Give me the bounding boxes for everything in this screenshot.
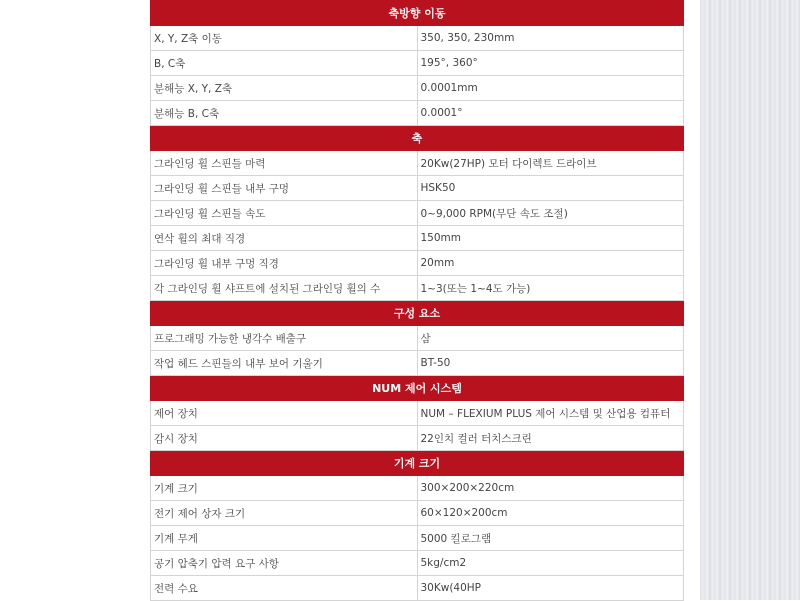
- row-value: 195°, 360°: [417, 51, 684, 76]
- section-title: 구성 요소: [151, 301, 684, 326]
- section-title: 기계 크기: [151, 451, 684, 476]
- table-row: [151, 51, 684, 76]
- row-value: 0.0001mm: [417, 76, 684, 101]
- row-label: 그라인딩 휠 스핀들 내부 구멍: [151, 176, 418, 201]
- row-label: 분해능 X, Y, Z축: [151, 76, 418, 101]
- section-title: NUM 제어 시스템: [151, 376, 684, 401]
- section-header: [151, 126, 684, 151]
- row-label: B, C축: [151, 51, 418, 76]
- row-label: 기계 무게: [151, 526, 418, 551]
- row-label: 프로그래밍 가능한 냉각수 배출구: [151, 326, 418, 351]
- row-label: 제어 장치: [151, 401, 418, 426]
- table-row: [151, 251, 684, 276]
- row-label: 연삭 휠의 최대 직경: [151, 226, 418, 251]
- row-value: 20mm: [417, 251, 684, 276]
- row-label: 그라인딩 휠 내부 구멍 직경: [151, 251, 418, 276]
- row-value: HSK50: [417, 176, 684, 201]
- row-value: 30Kw(40HP: [417, 576, 684, 601]
- row-label: 감시 장치: [151, 426, 418, 451]
- table-row: [151, 351, 684, 376]
- brushed-metal-background: [700, 0, 800, 600]
- section-header: [151, 451, 684, 476]
- table-row: [151, 326, 684, 351]
- row-value: 20Kw(27HP) 모터 다이렉트 드라이브: [417, 151, 684, 176]
- table-row: [151, 226, 684, 251]
- row-value: NUM – FLEXIUM PLUS 제어 시스템 및 산업용 컴퓨터: [417, 401, 684, 426]
- row-value: 22인치 컬러 터치스크린: [417, 426, 684, 451]
- table-row: [151, 76, 684, 101]
- row-label: 기계 크기: [151, 476, 418, 501]
- table-row: [151, 501, 684, 526]
- row-label: 각 그라인딩 휠 샤프트에 설치된 그라인딩 휠의 수: [151, 276, 418, 301]
- spec-table: [150, 0, 684, 601]
- section-header: [151, 301, 684, 326]
- row-label: 그라인딩 휠 스핀들 마력: [151, 151, 418, 176]
- row-value: 삼: [417, 326, 684, 351]
- table-row: [151, 551, 684, 576]
- table-row: [151, 26, 684, 51]
- table-row: [151, 151, 684, 176]
- row-label: X, Y, Z축 이동: [151, 26, 418, 51]
- section-title: 축: [151, 126, 684, 151]
- row-value: 60×120×200cm: [417, 501, 684, 526]
- table-row: [151, 401, 684, 426]
- row-value: 300×200×220cm: [417, 476, 684, 501]
- section-title: 축방향 이동: [151, 1, 684, 26]
- section-header: [151, 376, 684, 401]
- row-value: BT-50: [417, 351, 684, 376]
- section-header: [151, 1, 684, 26]
- table-row: [151, 101, 684, 126]
- table-row: [151, 426, 684, 451]
- row-value: 350, 350, 230mm: [417, 26, 684, 51]
- row-label: 공기 압축기 압력 요구 사항: [151, 551, 418, 576]
- row-label: 전기 제어 상자 크기: [151, 501, 418, 526]
- table-row: [151, 201, 684, 226]
- table-row: [151, 276, 684, 301]
- table-row: [151, 576, 684, 601]
- row-value: 1~3(또는 1~4도 가능): [417, 276, 684, 301]
- row-value: 150mm: [417, 226, 684, 251]
- row-label: 분해능 B, C축: [151, 101, 418, 126]
- table-row: [151, 176, 684, 201]
- row-label: 작업 헤드 스핀들의 내부 보어 기울기: [151, 351, 418, 376]
- row-label: 그라인딩 휠 스핀들 속도: [151, 201, 418, 226]
- row-value: 5kg/cm2: [417, 551, 684, 576]
- table-row: [151, 476, 684, 501]
- table-row: [151, 526, 684, 551]
- row-value: 5000 킬로그램: [417, 526, 684, 551]
- row-label: 전력 수요: [151, 576, 418, 601]
- row-value: 0.0001°: [417, 101, 684, 126]
- row-value: 0~9,000 RPM(무단 속도 조절): [417, 201, 684, 226]
